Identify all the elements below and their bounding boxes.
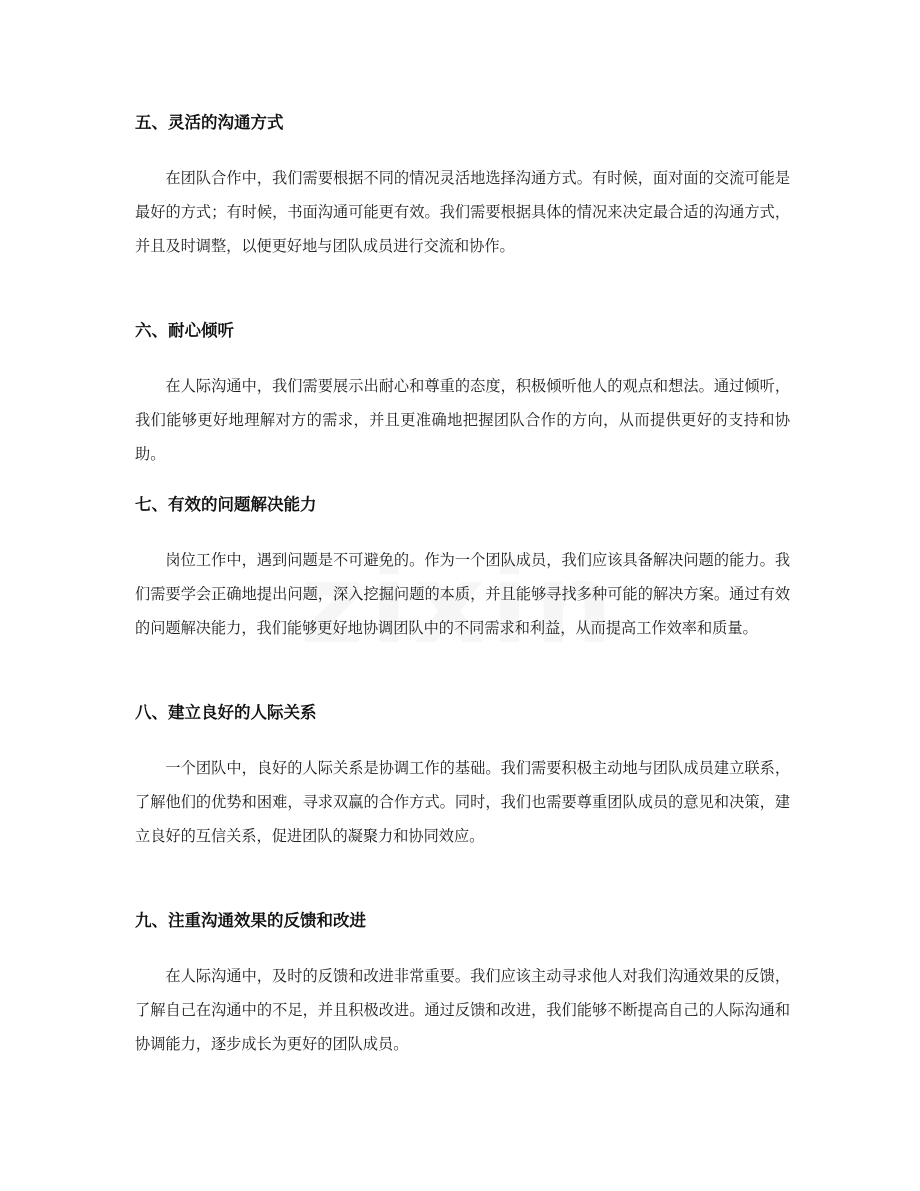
- section-heading: 八、建立良好的人际关系: [135, 703, 317, 722]
- section-9: [135, 909, 790, 1061]
- section-7: [135, 493, 790, 645]
- section-heading: 七、有效的问题解决能力: [135, 495, 317, 514]
- section-paragraph: 在人际沟通中，及时的反馈和改进非常重要。我们应该主动寻求他人对我们沟通效果的反馈，了解自己在沟通中的不足，并且积极改进。通过反馈和改进，我们能够不断提高自己的人际沟通和协调能力，逐步成长为更好的团队成员。: [135, 967, 790, 1053]
- section-paragraph: 在团队合作中，我们需要根据不同的情况灵活地选择沟通方式。有时候，面对面的交流可能是最好的方式；有时候，书面沟通可能更有效。我们需要根据具体的情况来决定最合适的沟通方式，并且及时调整，以便更好地与团队成员进行交流和协作。: [135, 169, 790, 255]
- section-paragraph: 一个团队中，良好的人际关系是协调工作的基础。我们需要积极主动地与团队成员建立联系，了解他们的优势和困难，寻求双赢的合作方式。同时，我们也需要尊重团队成员的意见和决策，建立良好的互信关系，促进团队的凝聚力和协同效应。: [135, 759, 790, 845]
- section-6: [135, 319, 790, 471]
- section-heading: 六、耐心倾听: [135, 321, 234, 340]
- section-paragraph: 在人际沟通中，我们需要展示出耐心和尊重的态度，积极倾听他人的观点和想法。通过倾听，我们能够更好地理解对方的需求，并且更准确地把握团队合作的方向，从而提供更好的支持和协助。: [135, 377, 790, 463]
- section-5: [135, 111, 790, 263]
- section-paragraph: 岗位工作中，遇到问题是不可避免的。作为一个团队成员，我们应该具备解决问题的能力。我们需要学会正确地提出问题，深入挖掘问题的本质，并且能够寻找多种可能的解决方案。通过有效的问题解决能力，我们能够更好地协调团队中的不同需求和利益，从而提高工作效率和质量。: [135, 551, 790, 637]
- section-8: [135, 701, 790, 853]
- section-heading: 九、注重沟通效果的反馈和改进: [135, 911, 366, 930]
- section-heading: 五、灵活的沟通方式: [135, 113, 284, 132]
